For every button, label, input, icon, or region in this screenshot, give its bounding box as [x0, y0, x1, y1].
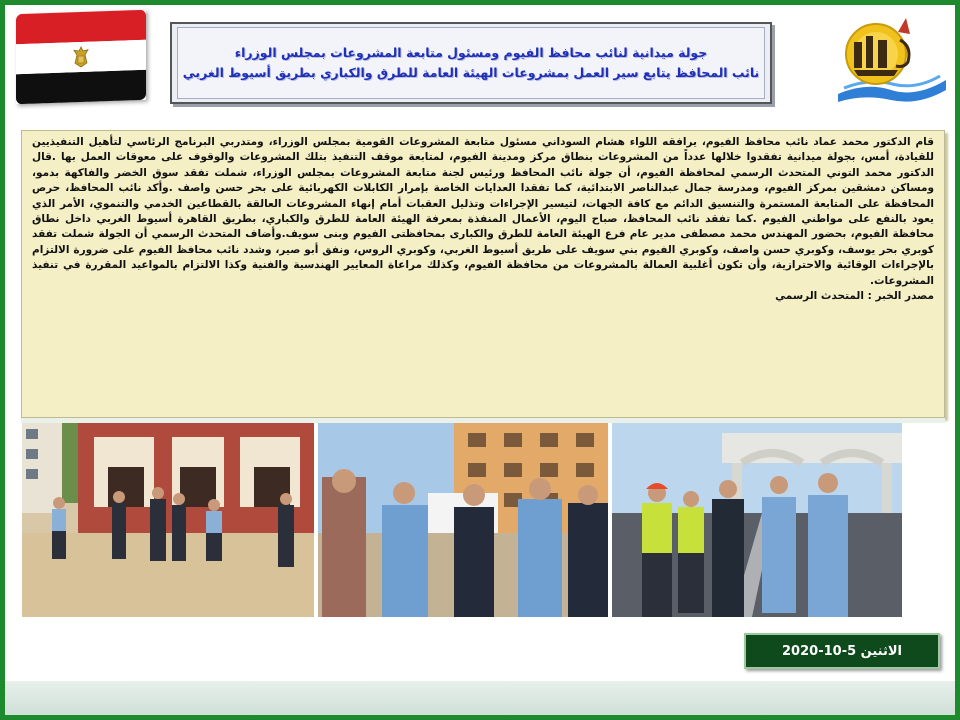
- photo-school-visit: [22, 423, 314, 617]
- photo-road-project: [612, 423, 902, 617]
- photo-housing-visit: [318, 423, 608, 617]
- news-article: [21, 130, 945, 418]
- headline-line-2: نائب المحافظ يتابع سير العمل بمشروعات الهيئة العامة للطرق والكباري بطريق أسيوط الغربي: [182, 65, 760, 80]
- headline-line-1: جولة ميدانية لنائب محافظ الفيوم ومسئول متابعة المشروعات بمجلس الوزراء: [234, 45, 708, 60]
- article-body: قام الدكتور محمد عماد نائب محافظ الفيوم، يرافقه اللواء هشام السوداني مسئول متابعة المشروعات القومية بمجلس الوزراء، ومتدربي البرنامج الرئاسي لتأهيل التنفيذيين للقيادة، أمس، بجولة ميدانية تفقدوا خلالها عدداً من المشروعات بنطاق مركز ومدينة الفيوم، لمتابعة موقف التنفيذ بتلك المشروعات والوقوف على معوقات العمل بها .قال الدكتور محمد التوني المتحدث الرسمي لمحافظة الفيوم، أن جولة نائب المحافظ ورئيس لجنة متابعة المشروعات بمجلس الوزراء، شملت تفقد سوق الخضر والفاكهة بدمو، ومساكن دمشقين بمركز الفيوم، ومدرسة جمال عبدالناصر الابتدائية، كما تفقدا العدايات الخاصة بإمرار الكابلات الكهربائية على بحر حسن واصف .وأكد نائب المحافظ، حرص المحافظة على المتابعة المستمرة والتنسيق الدائم مع كافة الجهات، لتيسير الإجراءات وتذليل العقبات أمام إنهاء المشروعات العالقة بالقطاعين الخدمي والتنموي، الأمر الذي يعود بالنفع على مواطني الفيوم .كما تفقد نائب المحافظ، صباح اليوم، الأعمال المنفذة بمعرفة الهيئة العامة للطرق والكباري، بطريق القاهرة أسيوط الغربي داخل نطاق محافظة الفيوم، بحضور المهندس محمد مصطفى مدير عام فرع الهيئة العامة للطرق والكبارى بمحافظتى الفيوم وبنى سويف.وأضاف المتحدث الرسمي أن الجولة شملت تفقد كوبري بحر يوسف، وكوبري حسن واصف، وكوبري الفيوم بني سويف على طريق أسيوط الغربي، وكوبري الروس، ونفق أبو صير، وشدد نائب محافظ الفيوم على ضرورة الالتزام بالإجراءات الوقائية والاحترازية، وأن تكون أغلبية العمالة بالمشروعات من محافظة الفيوم، وكذلك مراعاة المعايير الهندسية والفنية وكذا الالتزام بالمواعيد المقررة في تنفيذ المشروعات.: [32, 136, 934, 287]
- fayoum-governorate-logo: [836, 12, 948, 104]
- date-badge: الاثنين 5-10-2020: [744, 633, 940, 669]
- footer-band: [5, 681, 955, 715]
- article-source: مصدر الخبر : المتحدث الرسمي: [775, 290, 934, 303]
- egypt-flag-icon: [16, 10, 146, 105]
- headline-box: [170, 22, 772, 104]
